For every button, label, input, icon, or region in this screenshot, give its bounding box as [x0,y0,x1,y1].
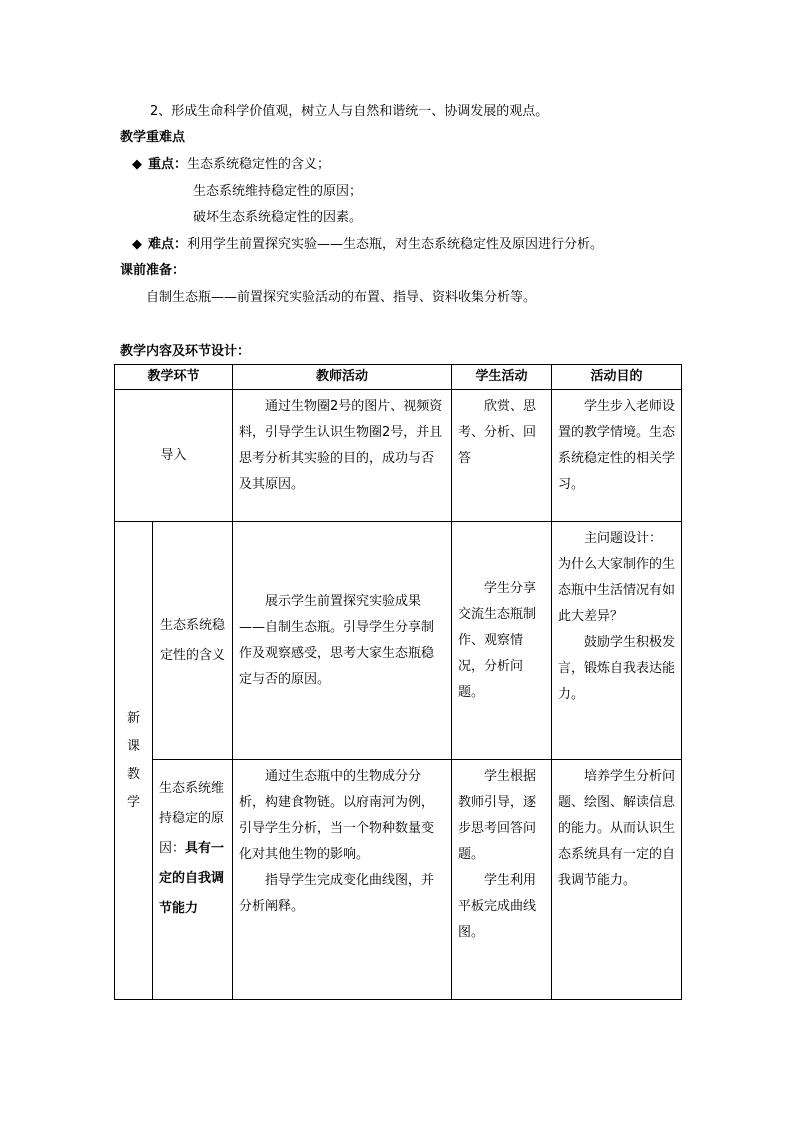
important-item: 生态系统稳定性的含义； [187,157,331,172]
table-row [115,522,682,760]
intro-stage: 导入 [115,390,233,522]
lesson-plan-table [114,364,682,1000]
row1-teacher: 展示学生前置探究实验成果——自制生态瓶。引导学生分享制作及观察感受，思考大家生态瓶稳定与否的原因。 [233,522,452,760]
table-row [115,390,682,522]
difficult-text: 利用学生前置探究实验——生态瓶，对生态系统稳定性及原因进行分析。 [187,237,604,252]
intro-teacher: 通过生物圈2号的图片、视频资料，引导学生认识生物圈2号，并且思考分析其实验的目的，成功与否及其原因。 [233,390,452,522]
row2-purpose: 培养学生分析问题、绘图、解读信息的能力。从而认识生态系统具有一定的自我调节能力。 [552,760,682,1000]
header-stage: 教学环节 [115,365,233,390]
table-title: 教学内容及环节设计： [120,344,251,359]
important-point [132,155,330,175]
preparation-heading: 课前准备： [120,263,186,278]
row2-stage: 生态系统维持稳定的原因：具有一定的自我调节能力 [153,760,233,1000]
intro-purpose: 学生步入老师设置的教学情境。生态系统稳定性的相关学习。 [552,390,682,522]
objective-2: 2、形成生命科学价值观，树立人与自然和谐统一、协调发展的观点。 [150,104,549,119]
diamond-bullet-icon: ◆ [132,237,142,252]
header-teacher: 教师活动 [233,365,452,390]
difficult-label: 难点： [148,237,188,252]
preparation-text: 自制生态瓶——前置探究实验活动的布置、指导、资料收集分析等。 [146,290,537,305]
row2-teacher: 通过生态瓶中的生物成分分析，构建食物链。以府南河为例，引导学生分析，当一个物种数量变化对其他生物的影响。 指导学生完成变化曲线图，并分析阐释。 [233,760,452,1000]
important-item: 破坏生态系统稳定性的因素。 [193,210,363,225]
header-student: 学生活动 [452,365,552,390]
important-label: 重点： [148,157,188,172]
important-item: 生态系统维持稳定性的原因； [193,184,363,199]
diamond-bullet-icon: ◆ [132,157,142,172]
key-points-heading: 教学重难点 [120,130,186,145]
new-lesson-label: 新 课 教 学 [115,522,153,1000]
row1-stage: 生态系统稳定性的含义 [153,522,233,760]
row2-student: 学生根据教师引导，逐步思考回答问题。 学生利用平板完成曲线图。 [452,760,552,1000]
table-row [115,760,682,1000]
header-purpose: 活动目的 [552,365,682,390]
difficult-point [132,235,603,255]
intro-student: 欣赏、思考、分析、回答 [452,390,552,522]
row1-purpose: 主问题设计： 为什么大家制作的生态瓶中生活情况有如此大差异？ 鼓励学生积极发言，锻炼自我表达能力。 [552,522,682,760]
row1-student: 学生分享交流生态瓶制作、观察情况，分析问题。 [452,522,552,760]
table-header-row [115,365,682,390]
